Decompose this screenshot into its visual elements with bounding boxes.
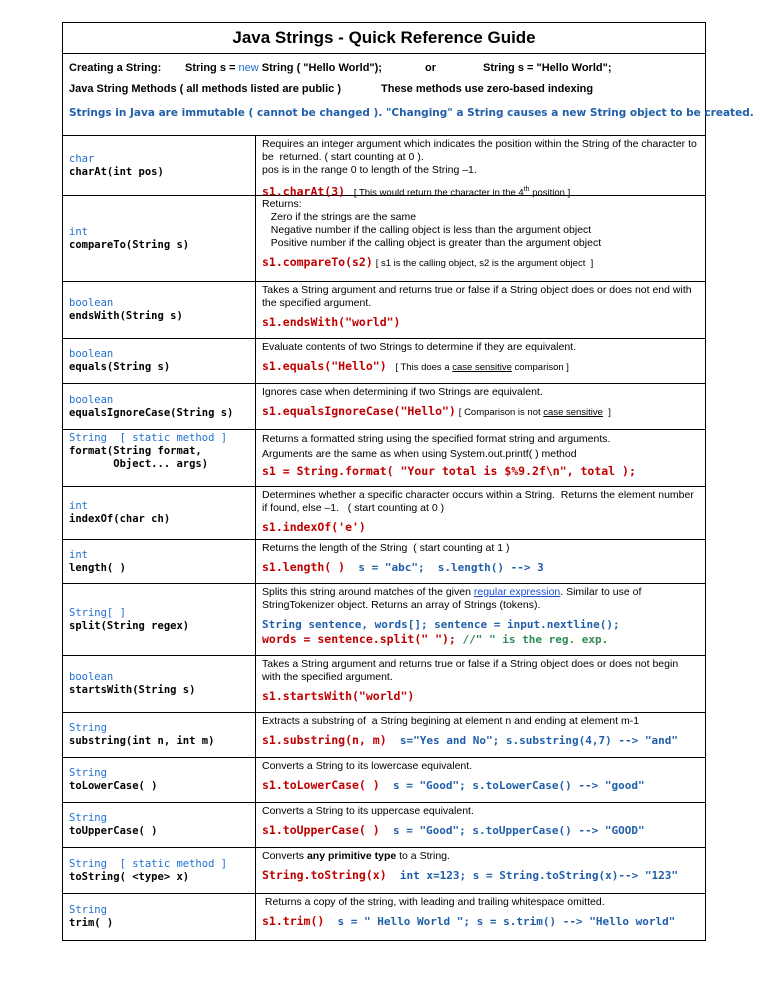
method-description: Returns a copy of the string, with leading and trailing whitespace omitted. s1.trim() s = " Hello World "; s = s.trim() --> "Hello world" (256, 894, 705, 940)
method-name: equalsIgnoreCase(String s) (69, 406, 234, 419)
method-description: Ignores case when determining if two Strings are equivalent. s1.equalsIgnoreCase("Hello") [ Comparison is not case sensitive ] (256, 384, 705, 429)
method-signature (63, 136, 256, 195)
return-type: int (69, 225, 88, 238)
return-type: String (69, 812, 107, 824)
example: s1.startsWith("world") (262, 689, 415, 703)
method-name: trim( ) (69, 917, 114, 929)
method-signature (63, 656, 256, 712)
example: s1.trim() s = " Hello World "; s = s.trim() --> "Hello world" (262, 914, 676, 928)
method-row-equalsignorecase (63, 384, 705, 430)
return-type: String (69, 904, 107, 916)
new-keyword: new (238, 62, 259, 74)
method-description: Splits this string around matches of the given regular expression. Similar to use of StringTokenizer object. Returns an array of Strings (tokens). String sentence, words[]; sentence = input.nextline(); words = sentence.split(" "); //" " is the reg. exp. (256, 584, 705, 655)
page-title: Java Strings - Quick Reference Guide (63, 23, 705, 54)
methods-label: Java String Methods ( all methods listed are public ) (69, 83, 341, 95)
method-name: length( ) (69, 561, 126, 574)
method-row-substring (63, 713, 705, 758)
method-row-compareto (63, 196, 705, 282)
method-row-format (63, 430, 705, 487)
method-signature (63, 430, 256, 486)
method-name: toString( <type> x) (69, 870, 190, 883)
method-row-startswith (63, 656, 705, 713)
method-name: compareTo(String s) (69, 238, 190, 251)
method-name: toLowerCase( ) (69, 780, 158, 792)
method-row-length (63, 540, 705, 584)
method-description: Takes a String argument and returns true or false if a String object does or does not end with the specified argument. s1.endsWith("world") (256, 282, 705, 338)
method-signature (63, 848, 256, 893)
method-signature (63, 384, 256, 429)
return-type: String (69, 722, 107, 734)
method-name: equals(String s) (69, 361, 171, 373)
return-type: boolean (69, 297, 114, 309)
return-type: int (69, 500, 88, 512)
method-name: substring(int n, int m) (69, 735, 215, 747)
return-type: boolean (69, 671, 114, 683)
method-description: Requires an integer argument which indicates the position within the String of the character to be returned. ( start counting at 0 ). pos is in the range 0 to length of the String –1. s1.charAt(3) [ This would return the character in the 4th position ] (256, 136, 705, 195)
return-type: String[ ] (69, 606, 126, 619)
example: s1.indexOf('e') (262, 520, 366, 534)
method-description: Converts any primitive type to a String. String.toString(x) int x=123; s = String.toString(x)--> "123" (256, 848, 705, 893)
method-signature (63, 487, 256, 539)
example: s1.charAt(3) [ This would return the character in the 4th position ] (262, 184, 571, 199)
example: String.toString(x) int x=123; s = String.toString(x)--> "123" (262, 868, 679, 882)
method-description: Converts a String to its uppercase equivalent. s1.toUpperCase( ) s = "Good"; s.toUpperCase() --> "GOOD" (256, 803, 705, 847)
example: s1.equalsIgnoreCase("Hello") [ Comparison is not case sensitive ] (262, 404, 611, 418)
method-description: Returns a formatted string using the specified format string and arguments. Arguments are the same as when using System.out.printf( ) method s1 = String.format( "Your total is $%9.2f\n", total ); (256, 430, 705, 486)
method-signature (63, 540, 256, 583)
method-description: Extracts a substring of a String begining at element n and ending at element m-1 s1.substring(n, m) s="Yes and No"; s.substring(4,7) --> "and" (256, 713, 705, 757)
method-name: indexOf(char ch) (69, 513, 171, 525)
example: s1.toUpperCase( ) s = "Good"; s.toUpperCase() --> "GOOD" (262, 823, 645, 837)
methods-line (69, 79, 699, 100)
example: s1.endsWith("world") (262, 315, 401, 329)
example: String sentence, words[]; sentence = input.nextline(); words = sentence.split(" "); //" " is the reg. exp. (262, 618, 620, 646)
method-row-tostring (63, 848, 705, 894)
method-signature (63, 282, 256, 338)
regular-expression-link[interactable]: regular expression (473, 586, 561, 598)
method-row-indexof (63, 487, 705, 540)
reference-sheet (62, 22, 754, 941)
or-label: or (425, 62, 436, 74)
return-type: int (69, 548, 88, 561)
method-row-endswith (63, 282, 705, 339)
method-name: format(String format, Object... args) (69, 445, 209, 470)
example: s1.compareTo(s2) [ s1 is the calling object, s2 is the argument object ] (262, 255, 594, 269)
method-description: Evaluate contents of two Strings to determine if they are equivalent. s1.equals("Hello") [ This does a case sensitive comparison ] (256, 339, 705, 383)
method-row-tolowercase (63, 758, 705, 803)
return-type: String [ static method ] (69, 857, 228, 870)
method-signature (63, 803, 256, 847)
example: s1.equals("Hello") [ This does a case sensitive comparison ] (262, 359, 569, 373)
creating-label: Creating a String: (69, 62, 162, 74)
method-signature (63, 339, 256, 383)
example: s1.length( ) s = "abc"; s.length() --> 3 (262, 560, 544, 574)
example: s1.toLowerCase( ) s = "Good"; s.toLowerCase() --> "good" (262, 778, 645, 792)
return-type: String (69, 767, 107, 779)
method-row-touppercase (63, 803, 705, 848)
return-type: char (69, 152, 95, 165)
return-type: String [ static method ] (69, 432, 228, 444)
method-description: Takes a String argument and returns true or false if a String object does or does not begin with the specified argument. s1.startsWith("world") (256, 656, 705, 712)
zero-based-note: These methods use zero-based indexing (381, 83, 594, 95)
method-row-equals (63, 339, 705, 384)
method-description: Returns the length of the String ( start counting at 1 ) s1.length( ) s = "abc"; s.length() --> 3 (256, 540, 705, 583)
method-name: charAt(int pos) (69, 165, 164, 178)
method-signature (63, 713, 256, 757)
method-description: Returns: Zero if the strings are the same Negative number if the calling object is less than the argument object Positive number if the calling object is greater than the argument object s1.compareTo(s2) [ s1 is the calling object, s2 is the argument object ] (256, 196, 705, 281)
return-type: boolean (69, 348, 114, 360)
method-name: toUpperCase( ) (69, 825, 158, 837)
method-description: Determines whether a specific character occurs within a String. Returns the element number if found, else –1. ( start counting at 0 ) s1.indexOf('e') (256, 487, 705, 539)
return-type: boolean (69, 393, 114, 406)
method-row-trim (63, 894, 705, 940)
method-row-split (63, 584, 705, 656)
method-name: endsWith(String s) (69, 310, 183, 322)
method-name: startsWith(String s) (69, 684, 196, 696)
method-name: split(String regex) (69, 619, 190, 632)
creating-string-line (69, 58, 699, 79)
immutable-note: Strings in Java are immutable ( cannot be changed ). "Changing" a String causes a new String object to be created. (69, 107, 754, 119)
method-signature (63, 894, 256, 940)
creating-code: String s = new String ( "Hello World"); (185, 62, 382, 74)
method-row-charat (63, 136, 705, 199)
example: s1.substring(n, m) s="Yes and No"; s.substring(4,7) --> "and" (262, 733, 679, 747)
creating-alt: String s = "Hello World"; (483, 62, 612, 74)
method-signature (63, 584, 256, 655)
method-signature (63, 758, 256, 802)
method-signature (63, 196, 256, 281)
intro-section (63, 54, 754, 136)
example: s1 = String.format( "Your total is $%9.2f\n", total ); (262, 464, 636, 478)
method-description: Converts a String to its lowercase equivalent. s1.toLowerCase( ) s = "Good"; s.toLowerCase() --> "good" (256, 758, 705, 802)
